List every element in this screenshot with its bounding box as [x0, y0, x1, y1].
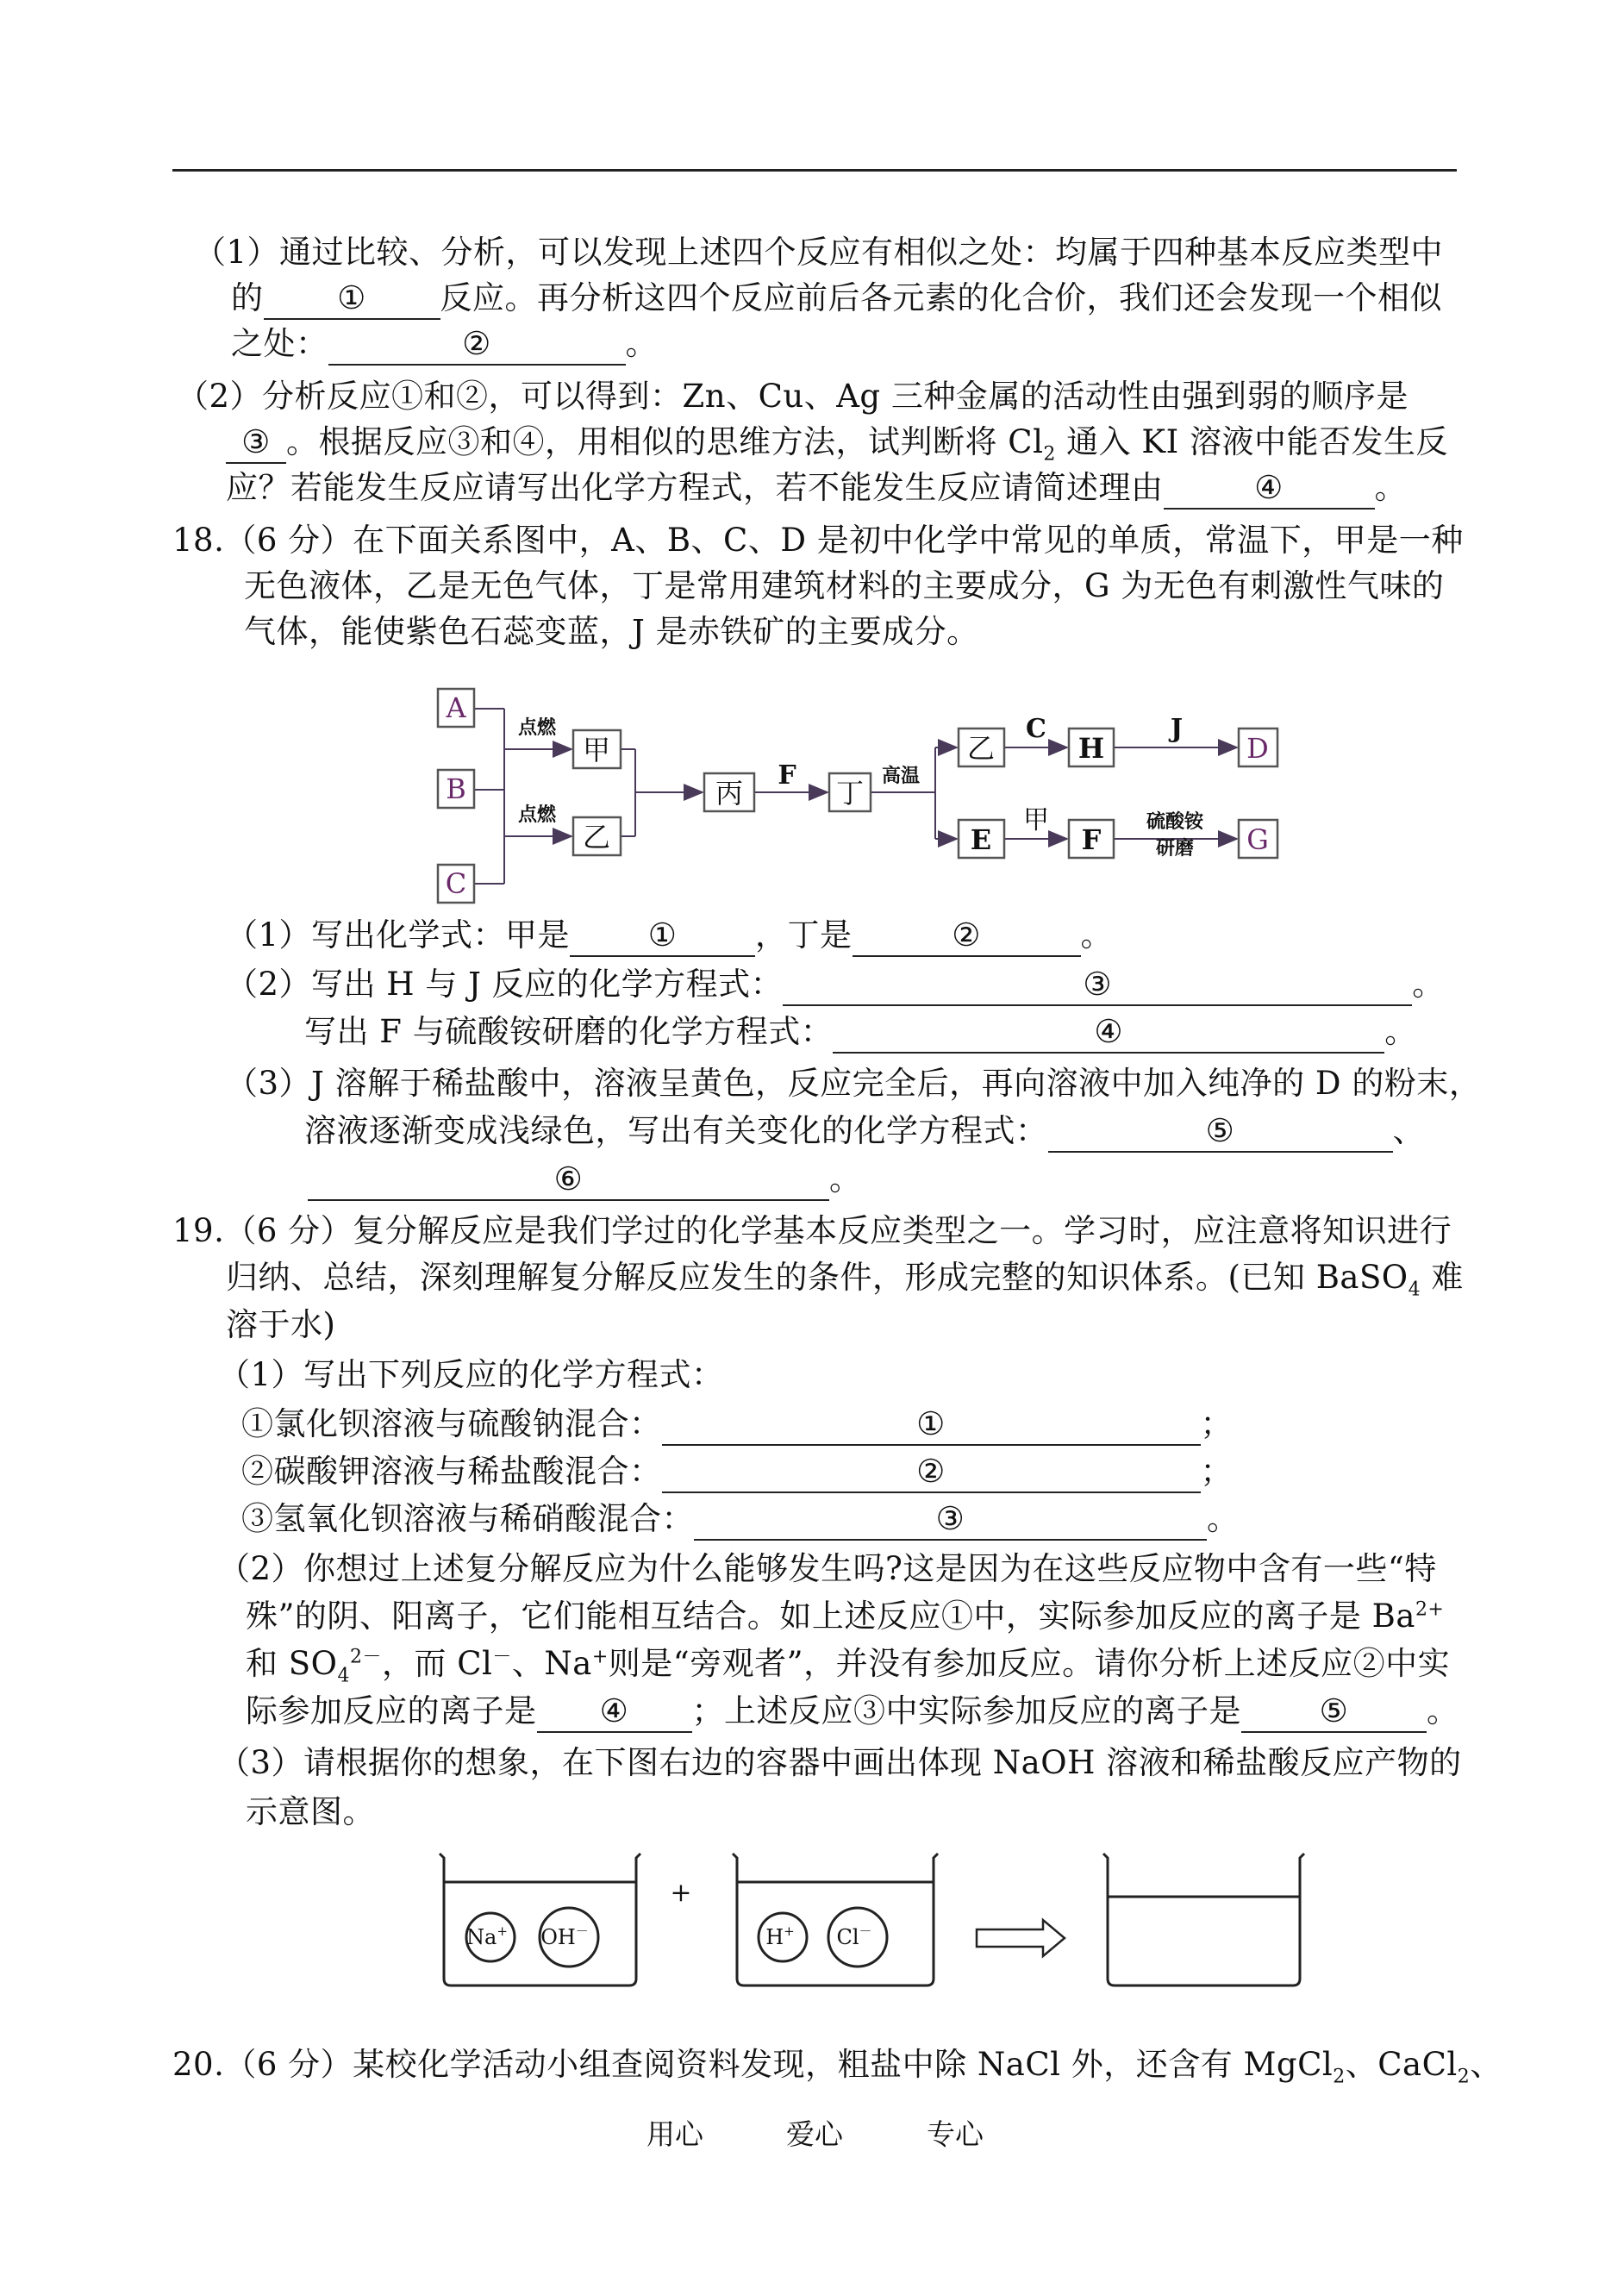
label-J: J: [1170, 714, 1184, 744]
footer-yongxin: 用心: [646, 2117, 703, 2151]
answer-blank[interactable]: ②: [662, 1452, 1201, 1493]
q18-stem-line2: 无色液体，乙是无色气体，丁是常用建筑材料的主要成分，G 为无色有刺激性气味的: [244, 567, 1445, 604]
q19-sub3-line2: 示意图。: [246, 1793, 375, 1830]
svg-text:H+: [765, 1923, 795, 1949]
answer-blank[interactable]: ②: [853, 916, 1081, 957]
answer-blank[interactable]: ⑤: [1241, 1692, 1427, 1733]
node-yi-2: 乙: [966, 732, 996, 765]
q18-stem-line3: 气体，能使紫色石蕊变蓝，J 是赤铁矿的主要成分。: [244, 613, 979, 650]
node-H: H: [1077, 732, 1105, 765]
svg-text:Cl－: [836, 1923, 871, 1949]
q19-reaction3: ③氢氧化钡溶液与稀硝酸混合： ③ 。: [241, 1498, 1240, 1541]
footer-aixin: 爱心: [786, 2117, 843, 2151]
ion-h-label: H: [765, 1925, 784, 1949]
q18-stem-line1: 18.（6 分）在下面关系图中，A、B、C、D 是初中化学中常见的单质，常温下，甲是一种: [172, 522, 1464, 559]
label-yanmo: 研磨: [1155, 837, 1195, 860]
node-yi: 乙: [582, 821, 611, 854]
node-ding: 丁: [835, 777, 865, 810]
ion-na-charge: +: [497, 1923, 508, 1939]
q19-stem-line2: 归纳、总结，深刻理解复分解反应发生的条件，形成完整的知识体系。(已知 BaSO$_4$ 难: [226, 1259, 1464, 1301]
q19-sub2-line1: （2）你想过上述复分解反应为什么能够发生吗?这是因为在这些反应物中含有一些“特: [218, 1550, 1437, 1587]
q18-sub3-line1: （3）J 溶解于稀盐酸中，溶液呈黄色，反应完全后，再向溶液中加入纯净的 D 的粉末，: [226, 1065, 1482, 1102]
q20-stem-line1: 20.（6 分）某校化学活动小组查阅资料发现，粗盐中除 NaCl 外，还含有 MgCl$_2$、CaCl$_2$、: [172, 2046, 1502, 2088]
q18-sub2b: 写出 F 与硫酸铵研磨的化学方程式： ④ 。: [304, 1010, 1417, 1054]
ion-cl-charge: －: [859, 1923, 872, 1939]
q19-sub2-line2: 殊”的阴、阳离子，它们能相互结合。如上述反应①中，实际参加反应的离子是 $Ba^{2+}$: [246, 1598, 1445, 1635]
node-jia: 甲: [582, 734, 611, 766]
q17-part1-line2: 的 ① 反应。再分析这四个反应前后各元素的化合价，我们还会发现一个相似: [231, 277, 1442, 320]
answer-blank[interactable]: ④: [537, 1692, 692, 1733]
q19-sub1: （1）写出下列反应的化学方程式：: [218, 1356, 724, 1393]
ion-cl-label: Cl: [836, 1925, 859, 1949]
beaker-naoh: [440, 1854, 640, 1985]
node-E: E: [970, 823, 992, 856]
footer-zhuanxin: 专心: [927, 2117, 984, 2151]
q19-stem-line1: 19.（6 分）复分解反应是我们学过的化学基本反应类型之一。学习时，应注意将知识进行: [172, 1212, 1452, 1249]
beaker-product: [1103, 1854, 1304, 1985]
answer-blank[interactable]: ④: [1164, 468, 1375, 510]
q19-reaction2: ②碳酸钾溶液与稀盐酸混合： ② ；: [241, 1450, 1233, 1493]
ion-h-charge: +: [784, 1923, 795, 1939]
answer-blank[interactable]: ⑤: [1048, 1111, 1393, 1153]
ion-na-label: Na: [466, 1925, 497, 1949]
q19-sub3-line1: （3）请根据你的想象，在下图右边的容器中画出体现 NaOH 溶液和稀盐酸反应产物的: [218, 1744, 1462, 1781]
header-rule: [172, 169, 1457, 172]
node-bing: 丙: [715, 777, 744, 810]
answer-blank[interactable]: ①: [662, 1404, 1201, 1446]
ion-oh-charge: －: [575, 1923, 589, 1939]
answer-blank[interactable]: ④: [833, 1012, 1384, 1054]
answer-blank[interactable]: ③: [226, 422, 286, 464]
answer-blank[interactable]: ①: [264, 278, 440, 320]
label-C: C: [1026, 714, 1046, 744]
beaker-diagram: [435, 1849, 1306, 1996]
q17-part2-line2: ③ 。根据反应③和④，用相似的思维方法，试判断将 $Cl_2$ 通入 KI 溶液中能否发生反: [226, 421, 1448, 464]
q17-part1-line1: （1）通过比较、分析，可以发现上述四个反应有相似之处：均属于四种基本反应类型中: [194, 234, 1444, 271]
q17-part1-line3: 之处： ② 。: [231, 322, 658, 366]
right-arrow-icon: [977, 1920, 1065, 1956]
label-dianran-1: 点燃: [517, 716, 557, 739]
answer-blank[interactable]: ①: [570, 916, 755, 957]
answer-blank[interactable]: ②: [328, 324, 626, 366]
q17-part2-line3: 应？若能发生反应请写出化学方程式，若不能发生反应请简述理由 ④ 。: [226, 466, 1407, 510]
q18-sub1: （1）写出化学式：甲是 ① ，丁是 ② 。: [226, 914, 1113, 957]
ion-oh-label: OH: [540, 1925, 576, 1949]
node-A: A: [446, 691, 466, 724]
q17-part2-line1: （2）分析反应①和②，可以得到：Zn、Cu、Ag 三种金属的活动性由强到弱的顺序是: [177, 378, 1409, 415]
label-dianran-2: 点燃: [517, 804, 557, 826]
q19-sub2-line3: 和 $SO_4^{2-}$，而 Cl－、Na+则是“旁观者”，并没有参加反应。请你分析上述反应②中实: [246, 1645, 1451, 1687]
q18-sub3-line2: 溶液逐渐变成浅绿色，写出有关变化的化学方程式： ⑤ 、: [304, 1110, 1425, 1153]
label-liusuanan: 硫酸铵: [1146, 810, 1204, 833]
node-F: F: [1081, 823, 1102, 856]
svg-text:OH－: [540, 1923, 589, 1949]
label-F: F: [778, 760, 796, 791]
q19-stem-line3: 溶于水): [226, 1306, 336, 1343]
node-G: G: [1246, 823, 1269, 856]
node-D: D: [1246, 732, 1269, 765]
node-B: B: [446, 772, 466, 805]
label-gaowen: 高温: [881, 765, 921, 787]
q19-sub2-line4: 际参加反应的离子是 ④ ；上述反应③中实际参加反应的离子是 ⑤ 。: [246, 1690, 1459, 1733]
relationship-diagram: [435, 677, 1306, 905]
answer-blank[interactable]: ③: [783, 965, 1412, 1006]
q18-sub2: （2）写出 H 与 J 反应的化学方程式： ③ 。: [226, 963, 1445, 1006]
label-jia: 甲: [1023, 805, 1049, 835]
plus-sign: +: [670, 1878, 692, 1908]
q18-sub3-line3: ⑥ 。: [308, 1158, 862, 1201]
q19-reaction1: ①氯化钡溶液与硫酸钠混合： ① ；: [241, 1403, 1233, 1446]
node-C: C: [445, 867, 467, 900]
answer-blank[interactable]: ⑥: [308, 1160, 829, 1201]
svg-text:Na+: [466, 1923, 508, 1949]
answer-blank[interactable]: ③: [694, 1499, 1207, 1541]
